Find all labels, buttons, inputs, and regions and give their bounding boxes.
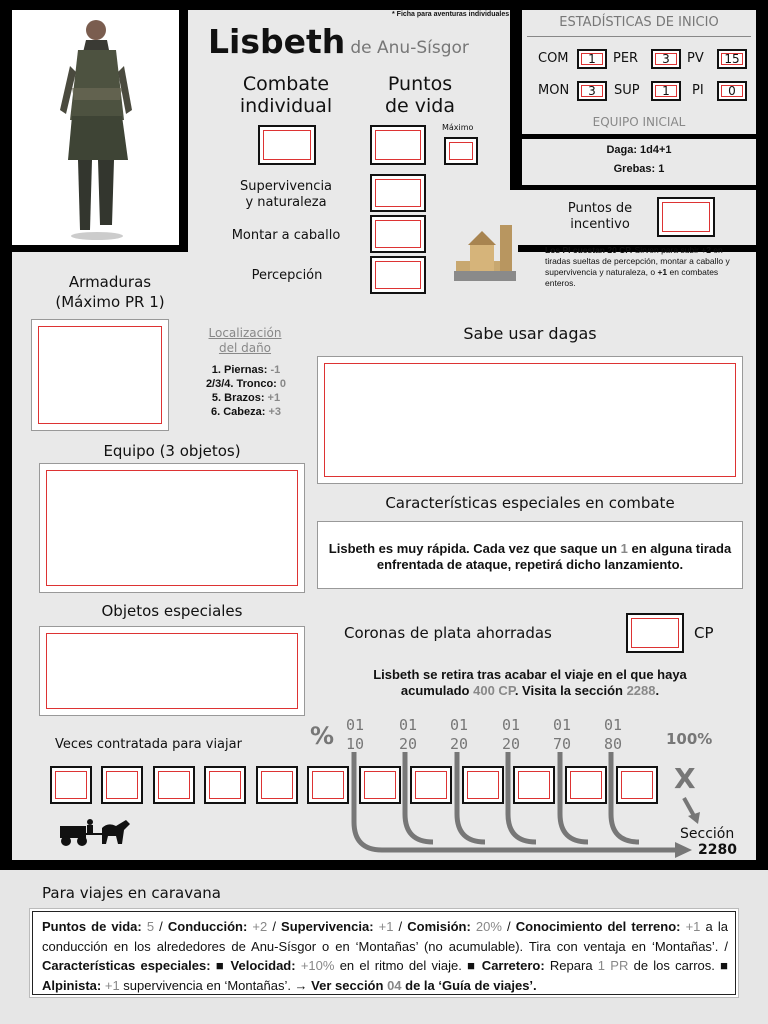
caravan-surv-label: Supervivencia:: [281, 919, 374, 934]
location-head: [196, 405, 296, 419]
crowns-label: Coronas de plata ahorradas: [344, 624, 552, 642]
percent-range-0-top: 01: [345, 716, 365, 734]
equip-item-1: Daga: 1d4+1: [606, 144, 672, 156]
stat-pi-value[interactable]: 0: [717, 81, 747, 101]
trip-checkbox-7[interactable]: [359, 766, 401, 804]
location-legs-value: -1: [270, 364, 281, 376]
retire-b: 400 CP: [473, 683, 515, 698]
location-list: [196, 363, 296, 419]
max-hp-input[interactable]: [444, 137, 478, 165]
armor-label: Armaduras (Máximo PR 1): [55, 273, 165, 311]
caravan-cart-text2: de los carros.: [628, 958, 721, 973]
location-head-value: +3: [268, 406, 282, 418]
incentive-note: [545, 245, 740, 289]
percent-range-4: [546, 716, 578, 754]
stats-title: ESTADÍSTICAS DE INICIO: [559, 15, 719, 30]
hired-label: Veces contratada para viajar: [55, 737, 242, 752]
hp-input[interactable]: [370, 125, 426, 165]
stat-com-value[interactable]: 1: [577, 49, 607, 69]
percent-range-5-top: 01: [603, 716, 623, 734]
percent-sign: %: [310, 722, 335, 750]
location-torso: [196, 377, 296, 391]
caravan-comm-label: Comisión:: [407, 919, 471, 934]
percent-range-0: [339, 716, 371, 754]
combat-input[interactable]: [258, 125, 316, 165]
combat-traits-text: [326, 541, 734, 573]
caravan-special-label: Características especiales:: [42, 958, 211, 973]
location-arms-value: +1: [267, 392, 281, 404]
special-objects-label: Objetos especiales: [101, 602, 243, 620]
stat-pv-value[interactable]: 15: [717, 49, 747, 69]
location-torso-label: 2/3/4. Tronco:: [205, 378, 277, 390]
equipment-label: Equipo (3 objetos): [103, 442, 241, 460]
caravan-know-val: +1: [685, 919, 701, 934]
location-title: Localización del daño: [208, 326, 282, 355]
combat-traits-a: Lisbeth es muy rápida. Cada vez que saque un: [328, 541, 621, 556]
survival-input[interactable]: [370, 174, 426, 212]
caravan-text: Puntos de vida: 5 / Conducción: +2 / Supervivencia: +1 / Comisión: 20% / Conocimiento del terreno: +1 a la conducción en los alrededores de Anu-Sísgor o en ‘Montañas’ (no acumulable). Tira con ventaja en ‘Montañas’. / Características especiales: ■ Velocidad: +10% en el ritmo del viaje. ■ Carretero: Repara 1 PR de los carros. ■ Alpinista: +1 supervivencia en ‘Montañas’. → Ver sección 04 de la ‘Guía de viajes’.: [42, 919, 728, 993]
caravan-cart-text: Repara: [544, 958, 598, 973]
stats-divider: [527, 36, 751, 37]
percent-range-3-bottom: 20: [501, 735, 521, 753]
incentive-note-a: Sirven para subir: [632, 245, 702, 255]
location-head-label: 6. Cabeza:: [210, 406, 266, 418]
section-label: Sección: [680, 826, 735, 842]
caravan-alp-val: +1: [104, 977, 120, 993]
character-name: [208, 22, 469, 61]
percent-range-1-bottom: 20: [398, 735, 418, 753]
caravan-comm-val: 20%: [475, 919, 502, 934]
combat-label: Combate individual: [239, 73, 333, 117]
trip-checkbox-8[interactable]: [410, 766, 452, 804]
trip-checkbox-12[interactable]: [616, 766, 658, 804]
incentive-note-d: +1: [657, 267, 668, 277]
percent-range-3: [495, 716, 527, 754]
trip-checkbox-11[interactable]: [565, 766, 607, 804]
trip-checkbox-5[interactable]: [256, 766, 298, 804]
castle-icon: [450, 215, 520, 287]
trip-checkbox-10[interactable]: [513, 766, 555, 804]
location-arms: [196, 391, 296, 405]
perception-label: Percepción: [251, 268, 323, 283]
trip-checkbox-9[interactable]: [462, 766, 504, 804]
portrait-panel: [12, 10, 179, 245]
percent-range-2-top: 01: [449, 716, 469, 734]
stat-sup-value[interactable]: 1: [651, 81, 681, 101]
armor-input[interactable]: [32, 320, 168, 430]
caravan-ref-num[interactable]: 04: [387, 977, 402, 993]
stat-com-label: COM: [538, 51, 569, 66]
caravan-alp-label: ■ Alpinista:: [42, 958, 728, 993]
retire-text: [340, 667, 720, 699]
location-legs: [196, 363, 296, 377]
sheet-note: * Ficha para aventuras individuales: [392, 11, 510, 18]
stat-mon-label: MON: [538, 83, 570, 98]
caravan-speed-text: en el ritmo del viaje.: [334, 958, 468, 973]
caravan-ref-b[interactable]: de la ‘Guía de viajes’.: [401, 977, 537, 993]
percent-range-5-bottom: 80: [603, 735, 623, 753]
retire-c: . Visita la sección: [514, 683, 627, 698]
caravan-drive-val: +2: [252, 919, 268, 934]
caravan-know-text: a la conducción en los alrededores de Anu-Sísgor o en ‘Montañas’ (no acumulable). Tira con ventaja en ‘Montañas’. /: [42, 919, 728, 954]
riding-label: Montar a caballo: [231, 228, 341, 243]
x-mark: X: [674, 762, 696, 795]
caravan-cart-label: ■ Carretero:: [467, 958, 545, 973]
combat-traits-b: 1: [620, 541, 628, 556]
trip-checkbox-3[interactable]: [153, 766, 195, 804]
stat-pi-label: PI: [692, 83, 704, 98]
survival-label: Supervivencia y naturaleza: [239, 179, 333, 210]
stat-per-value[interactable]: 3: [651, 49, 681, 69]
character-name-text: Lisbeth: [208, 22, 346, 61]
trip-checkbox-1[interactable]: [50, 766, 92, 804]
perception-input[interactable]: [370, 256, 426, 294]
combat-traits-c: en alguna tirada enfrentada de ataque, repetirá dicho lanzamiento.: [376, 541, 732, 572]
equipment-input[interactable]: [40, 464, 304, 592]
riding-input[interactable]: [370, 215, 426, 253]
percent-range-0-bottom: 10: [345, 735, 365, 753]
caravan-hp-label: Puntos de vida:: [42, 919, 142, 934]
cp-label: CP: [694, 624, 714, 642]
incentive-note-e: en combates enteros.: [545, 267, 719, 288]
caravan-know-label: Conocimiento del terreno:: [515, 919, 681, 934]
stat-pv-label: PV: [687, 51, 704, 66]
stat-sup-label: SUP: [614, 83, 640, 98]
retire-e: .: [655, 683, 660, 698]
character-origin: de Anu-Sísgor: [350, 38, 469, 58]
hundred-percent: 100%: [666, 730, 713, 748]
section-number: 2280: [698, 842, 737, 858]
special-objects-input[interactable]: [40, 627, 304, 715]
incentive-label: Puntos de incentivo: [567, 201, 633, 232]
percent-range-5: [597, 716, 629, 754]
caravan-drive-label: Conducción:: [167, 919, 248, 934]
percent-range-4-top: 01: [552, 716, 572, 734]
equip-title: EQUIPO INICIAL: [592, 115, 686, 129]
incentive-note-c: en tiradas sueltas de percepción, montar a caballo y supervivencia y naturaleza, o: [545, 245, 730, 277]
percent-range-3-top: 01: [501, 716, 521, 734]
stat-per-label: PER: [613, 51, 639, 66]
max-label: Máximo: [442, 123, 474, 132]
caravan-title: Para viajes en caravana: [42, 884, 221, 902]
percent-range-1: [392, 716, 424, 754]
location-torso-value: 0: [279, 378, 287, 390]
retire-a: Lisbeth se retira tras acabar el viaje en el que haya acumulado: [373, 667, 687, 698]
character-portrait: [12, 10, 179, 245]
percent-range-2-bottom: 20: [449, 735, 469, 753]
down-arrow-icon: [680, 796, 706, 826]
caravan-alp-text: supervivencia en ‘Montañas’. →: [119, 977, 312, 993]
caravan-speed-val: +10%: [300, 958, 335, 973]
equip-item-2: Grebas: 1: [613, 163, 665, 175]
trip-checkbox-2[interactable]: [101, 766, 143, 804]
location-legs-label: 1. Piernas:: [211, 364, 268, 376]
caravan-ref-a[interactable]: Ver sección: [311, 977, 388, 993]
weapon-label: Sabe usar dagas: [463, 324, 597, 343]
weapon-input[interactable]: [318, 357, 742, 483]
trip-checkbox-4[interactable]: [204, 766, 246, 804]
percent-range-4-bottom: 70: [552, 735, 572, 753]
percent-range-2: [443, 716, 475, 754]
caravan-surv-val: +1: [378, 919, 394, 934]
caravan-hp-val: 5: [146, 919, 155, 934]
incentive-note-bold: Los PI cuestan 20 CP.: [545, 245, 633, 255]
combat-traits-label: Características especiales en combate: [385, 494, 675, 512]
hp-label: Puntos de vida: [384, 73, 456, 117]
crowns-input[interactable]: [626, 613, 684, 653]
caravan-speed-label: ■ Velocidad:: [215, 958, 296, 973]
incentive-input[interactable]: [657, 197, 715, 237]
carriage-icon: [56, 814, 134, 848]
location-arms-label: 5. Brazos:: [211, 392, 265, 404]
stat-mon-value[interactable]: 3: [577, 81, 607, 101]
percent-range-1-top: 01: [398, 716, 418, 734]
caravan-cart-val: 1 PR: [597, 958, 629, 973]
incentive-note-b: +2: [701, 245, 711, 255]
retire-d: 2288: [626, 683, 656, 698]
